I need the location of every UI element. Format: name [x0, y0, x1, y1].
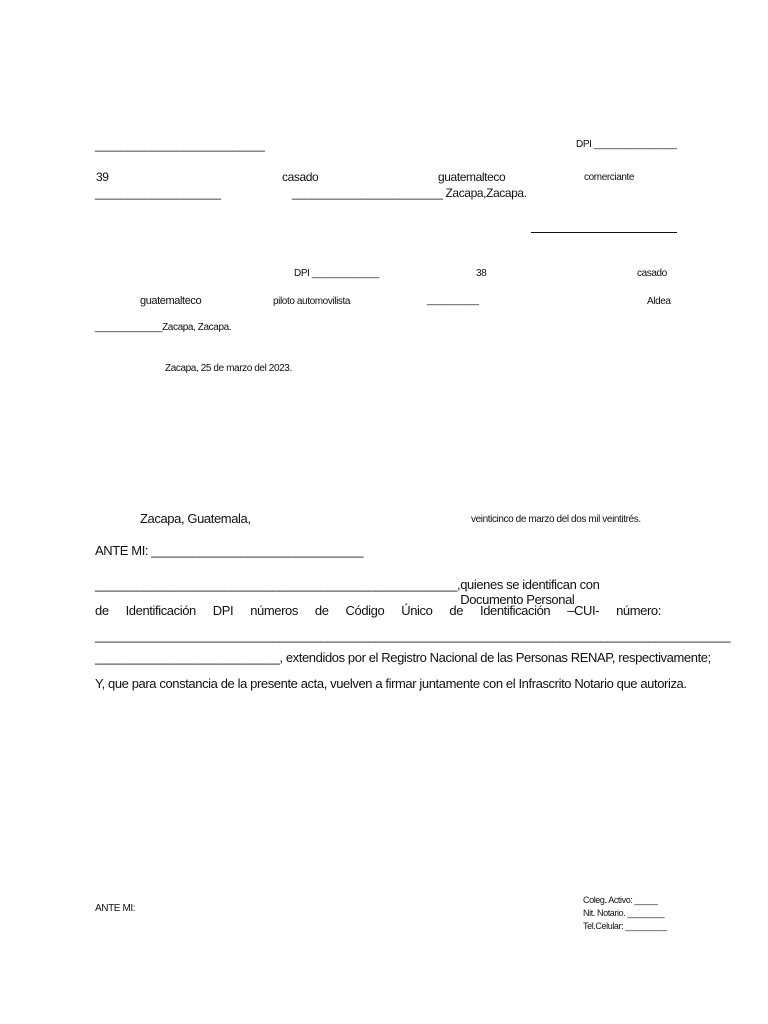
footer-ante-mi: ANTE MI:: [95, 903, 136, 914]
footer-tel: Tel.Celular: _________: [583, 921, 667, 931]
party2-residence: _____________Zacapa, Zacapa.: [95, 322, 232, 333]
acta-word: de: [95, 603, 109, 618]
acta-word: números: [250, 603, 298, 618]
acta-word: Identificación: [479, 603, 551, 618]
acta-ante-mi: ANTE MI: _______________________________: [95, 543, 364, 558]
party2-profession: piloto automovilista: [273, 296, 351, 307]
acta-word: Identificación: [125, 603, 196, 618]
acta-line1-text: quienes se identifican con Documento Personal: [460, 577, 600, 607]
acta-word: Único: [401, 603, 433, 618]
party2-blank: __________: [427, 295, 479, 306]
party1-blank: ____________________: [95, 186, 221, 200]
party1-dpi: DPI ________________: [576, 139, 677, 150]
party1-profession: comerciante: [584, 172, 635, 183]
party1-residence: ________________________ Zacapa,Zacapa.: [292, 186, 527, 200]
acta-line-5: Y, que para constancia de la presente acta, vuelven a firmar juntamente con el Infrascrito Notario que autoriza.: [95, 676, 687, 691]
acta-place: Zacapa, Guatemala,: [140, 511, 251, 526]
party2-dpi: DPI _____________: [294, 268, 379, 279]
acta-line-2: [95, 603, 661, 618]
party2-age: 38: [476, 268, 487, 279]
party1-name-blank: ___________________________: [95, 138, 265, 152]
acta-word: número:: [616, 603, 661, 618]
acta-word: –CUI-: [567, 603, 600, 618]
acta-line1-blank: _____________________________________________________,: [95, 577, 461, 592]
acta-word: de: [449, 603, 464, 618]
party2-aldea: Aldea: [647, 296, 671, 307]
party1-age: 39: [96, 170, 109, 184]
signature-line: [531, 232, 677, 233]
acta-word: de: [314, 603, 329, 618]
footer-coleg: Coleg. Activo: _____: [583, 895, 658, 905]
party2-civil-status: casado: [637, 268, 667, 279]
acta-word: DPI: [212, 603, 234, 618]
acta-line-4: ___________________________, extendidos por el Registro Nacional de las Personas RENAP, respectivamente;: [95, 650, 711, 665]
party1-nationality: guatemalteco: [438, 170, 506, 184]
acta-word: Código: [345, 603, 385, 618]
party1-civil-status: casado: [282, 170, 319, 184]
date-line: Zacapa, 25 de marzo del 2023.: [165, 363, 292, 374]
footer-nit: Nit. Notario. ________: [583, 908, 665, 918]
acta-line-3: _____________________________________________________________________________________________: [95, 628, 731, 643]
party2-nationality: guatemalteco: [140, 295, 202, 307]
acta-date: veinticinco de marzo del dos mil veintitrés.: [471, 514, 641, 525]
